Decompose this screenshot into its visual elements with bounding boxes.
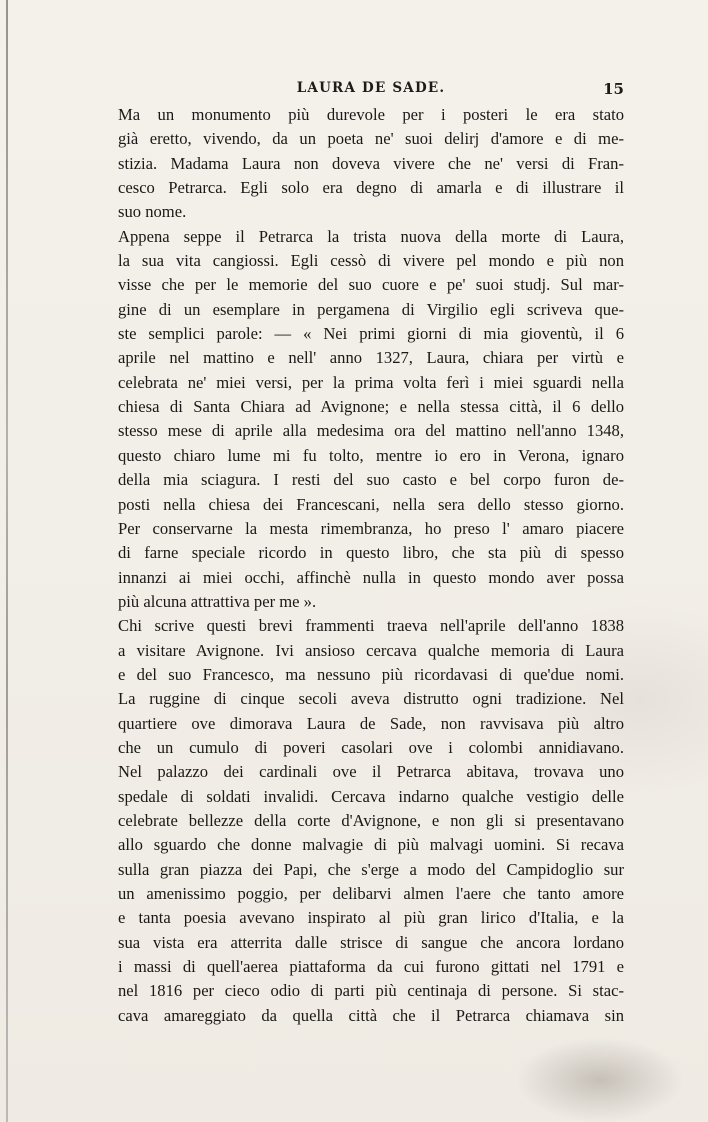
text-line: gine di un esemplare in pergamena di Virgilio egli scriveva que- [118, 299, 624, 319]
text-line: di farne speciale ricordo in questo libro, che sta più di spesso [118, 543, 624, 563]
text-line: sua vista era atterrita dalle strisce di sangue che ancora lordano [118, 932, 624, 952]
text-line: quartiere ove dimorava Laura de Sade, non ravvisava più altro [118, 713, 624, 733]
text-line: chiesa di Santa Chiara ad Avignone; e nella stessa città, il 6 dello [118, 397, 624, 417]
text-line: un amenissimo poggio, per delibarvi almen l'aere che tanto amore [118, 884, 624, 903]
text-line: La ruggine di cinque secoli aveva distrutto ogni tradizione. Nel [118, 689, 624, 709]
text-line: che un cumulo di poveri casolari ove i colombi annidiavano. [118, 737, 624, 757]
text-line: posti nella chiesa dei Francescani, nella sera dello stesso giorno. [118, 494, 624, 514]
text-line: innanzi ai miei occhi, affinchè nulla in questo mondo aver possa [118, 567, 624, 587]
text-line: stizia. Madama Laura non doveva vivere che ne' versi di Fran- [118, 153, 624, 173]
running-title: LAURA DE SADE. [296, 80, 446, 96]
text-line: ste semplici parole: — « Nei primi giorni di mia gioventù, il 6 [118, 324, 624, 344]
text-line: e tanta poesia avevano inspirato al più gran lirico d'Italia, e la [118, 908, 624, 928]
text-line: spedale di soldati invalidi. Cercava indarno qualche vestigio delle [118, 786, 624, 806]
text-line: Appena seppe il Petrarca la trista nuova della morte di Laura, [118, 226, 624, 246]
text-line: già eretto, vivendo, da un poeta ne' suoi delirj d'amore e di me- [118, 129, 624, 149]
text-line: Ma un monumento più durevole per i posteri le era stato [118, 105, 624, 124]
text-line: aprile nel mattino e nell' anno 1327, Laura, chiara per virtù e [118, 348, 624, 368]
text-line: Chi scrive questi brevi frammenti traeva nell'aprile dell'anno 1838 [118, 616, 624, 636]
text-line: cava amareggiato da quella città che il Petrarca chiamava sin [118, 1005, 624, 1025]
text-line: stesso mese di aprile alla medesima ora del mattino nell'anno 1348, [118, 421, 624, 441]
text-line: della mia sciagura. I resti del suo casto e bel corpo furon de- [118, 470, 624, 490]
text-line: celebrata ne' miei versi, per la prima volta ferì i miei sguardi nella [118, 372, 624, 392]
text-line: Per conservarne la mesta rimembranza, ho preso l' amaro piacere [118, 518, 624, 538]
text-line: più alcuna attrattiva per me ». [118, 591, 317, 611]
text-line: nel 1816 per cieco odio di parti più centinaja di persone. Si stac- [118, 981, 624, 1001]
page-binding-edge [6, 0, 8, 1122]
text-line: cesco Petrarca. Egli solo era degno di amarla e di illustrare il [118, 178, 624, 198]
page-header [118, 80, 624, 102]
body-text [118, 103, 624, 1028]
text-line: Nel palazzo dei cardinali ove il Petrarca abitava, trovava uno [118, 762, 624, 782]
text-line: sulla gran piazza dei Papi, che s'erge a modo del Campidoglio sur [118, 859, 624, 879]
text-line: a visitare Avignone. Ivi ansioso cercava qualche memoria di Laura [118, 640, 624, 660]
text-line: allo sguardo che donne malvagie di più malvagi uomini. Si recava [118, 835, 624, 855]
text-line: i massi di quell'aerea piattaforma da cui furono gittati nel 1791 e [118, 957, 624, 977]
text-line: e del suo Francesco, ma nessuno più ricordavasi di que'due nomi. [118, 664, 624, 684]
text-line: questo chiaro lume mi fu tolto, mentre io ero in Verona, ignaro [118, 445, 624, 465]
page-number: 15 [603, 80, 624, 98]
text-line: la sua vita cangiossi. Egli cessò di vivere pel mondo e più non [118, 251, 624, 271]
text-line: celebrate bellezze della corte d'Avignone, e non gli si presentavano [118, 810, 624, 830]
text-line: visse che per le memorie del suo cuore e pe' suoi studj. Sul mar- [118, 275, 624, 295]
text-line: suo nome. [118, 202, 187, 222]
